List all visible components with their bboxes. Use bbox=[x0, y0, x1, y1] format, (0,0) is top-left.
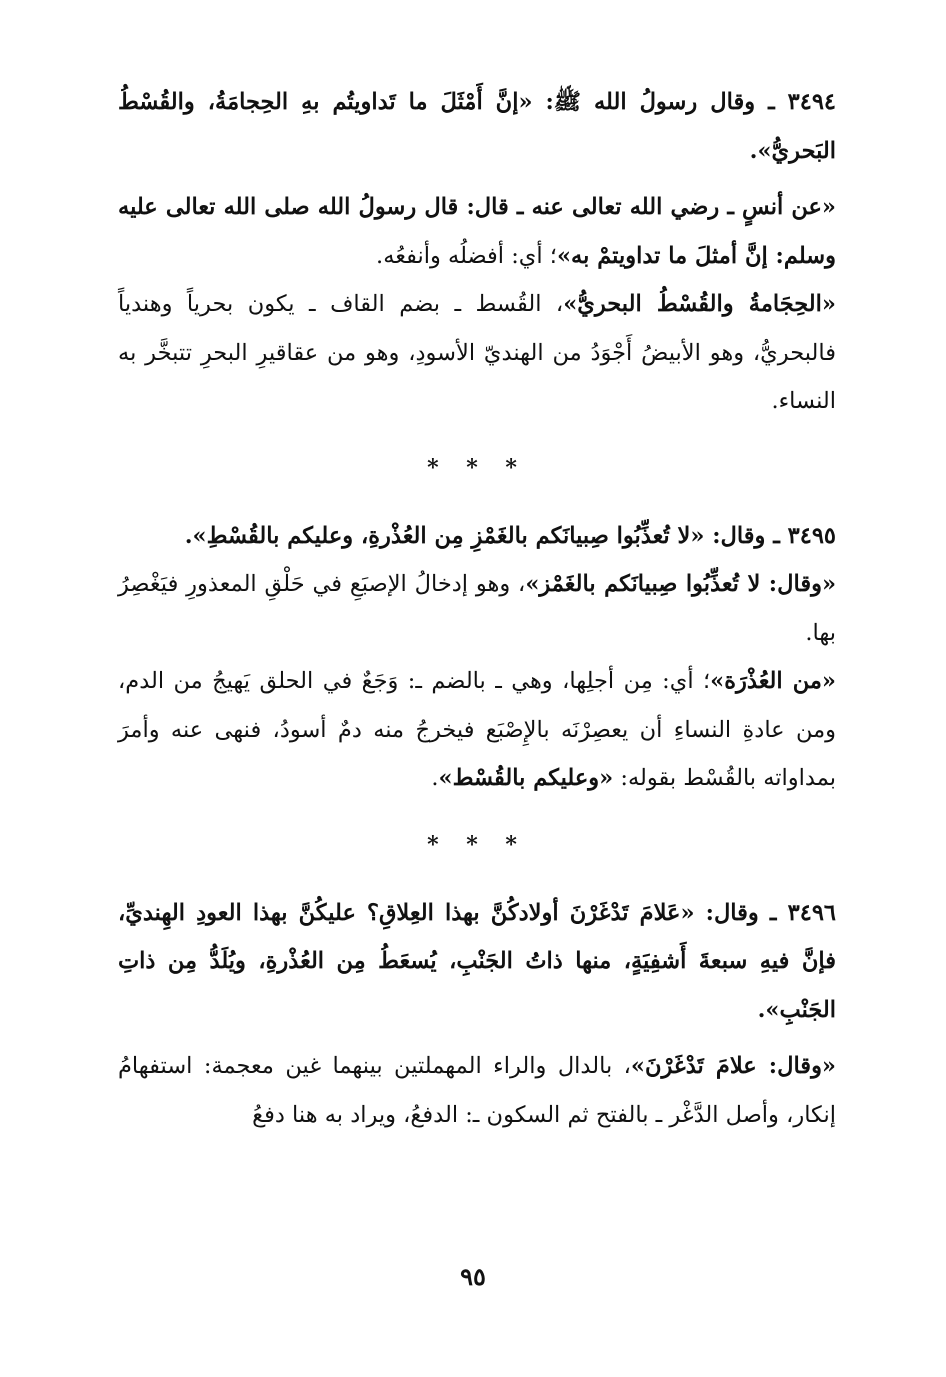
quoted-phrase: «وعليكم بالقُسْط» bbox=[438, 765, 614, 791]
quoted-phrase: «وقال: علامَ تَدْغَرْنَ» bbox=[630, 1053, 836, 1079]
commentary-text: ؛ أي: مِن أجلِها، وهي ـ بالضم ـ: وَجَعٌ في الحلق يَهيجُ من الدم، ومن عادةِ النساءِ أن يعصِرْنَه بالإِصْبَع فيخرجُ منه دمٌ أسودُ، فنهى عنه وأمرَ بمداواته بالقُسْط بقوله: bbox=[118, 668, 836, 791]
page-number: ٩٥ bbox=[460, 1262, 486, 1291]
hadith-3496-commentary-1 bbox=[118, 1042, 836, 1139]
hadith-3494-commentary-2 bbox=[118, 280, 836, 426]
hadith-3495-text: ٣٤٩٥ ـ وقال: «لا تُعذِّبُوا صِبيانَكم بالغَمْزِ مِن العُذْرةِ، وعليكم بالقُسْطِ». bbox=[184, 522, 836, 549]
hadith-3494-commentary-1 bbox=[118, 183, 836, 280]
quoted-phrase: «عن أنسٍ ـ رضي الله تعالى عنه ـ قال: قال رسولُ الله صلى الله تعالى عليه وسلم: إنَّ أمثلَ ما تداويتمْ به» bbox=[118, 194, 836, 269]
commentary-text: ، بالدال والراء المهملتين بينهما غين معجمة: استفهامُ إنكار، وأصل الدَّغْر ـ بالفتح ثم السكون ـ: الدفعُ، ويراد به هنا دفعُ bbox=[118, 1053, 836, 1128]
section-separator: * * * bbox=[427, 454, 527, 481]
page-body bbox=[118, 78, 836, 1139]
hadith-3495-commentary-2 bbox=[118, 657, 836, 803]
quoted-phrase: «وقال: لا تُعذِّبُوا صِبيانَكم بالغَمْز» bbox=[525, 571, 837, 597]
commentary-text: ، القُسط ـ بضم القاف ـ يكون بحرياً وهندياً فالبحريُّ، وهو الأبيضُ أَجْوَدُ من الهنديّ الأسودِ، وهو من عقاقيرِ البحرِ تتبخَّر به النساء. bbox=[118, 291, 836, 414]
section-separator: * * * bbox=[427, 831, 527, 858]
commentary-text: ، وهو إدخالُ الإصبَعِ في حَلْقِ المعذورِ فيَغْصِرُ بها. bbox=[118, 571, 836, 646]
quoted-phrase: «الحِجَامةُ والقُسْطُ البحريُّ» bbox=[563, 291, 836, 317]
hadith-3494-text: ٣٤٩٤ ـ وقال رسولُ الله ﷺ: «إنَّ أَمْثَلَ ما تَداويتُم بهِ الحِجامَةُ، والقُسْطُ البَحريُّ». bbox=[118, 89, 836, 164]
commentary-text: . bbox=[431, 765, 439, 791]
commentary-text: ؛ أي: أفضلُه وأنفعُه. bbox=[376, 242, 557, 269]
quoted-phrase: «من العُذْرَة» bbox=[710, 668, 836, 694]
hadith-3495-commentary-1 bbox=[118, 560, 836, 657]
hadith-3496-text: ٣٤٩٦ ـ وقال: «عَلامَ تَدْغَرْنَ أولادكُنَّ بهذا العِلاقِ؟ عليكُنَّ بهذا العودِ الهِنديِّ، فإنَّ فيهِ سبعةَ أَشفِيَةٍ، منها ذاتُ الجَنْبِ، يُسعَطُ مِن العُذْرةِ، ويُلَدُّ مِن ذاتِ الجَنْبِ». bbox=[118, 899, 836, 1023]
